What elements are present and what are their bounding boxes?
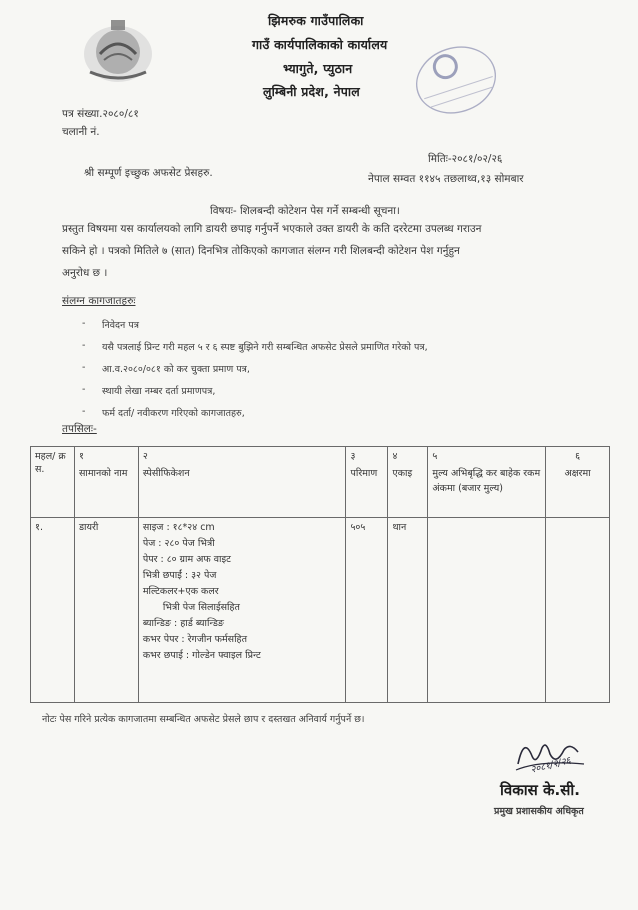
attachment-bullet: - xyxy=(82,384,86,395)
spec-line: पेपर : ८० ग्राम अफ वाइट xyxy=(142,554,231,565)
spec-line: भित्री पेज सिलाईसहित xyxy=(162,602,240,613)
note: नोटः पेस गरिने प्रत्येक कागजातमा सम्बन्धित अफसेट प्रेसले छाप र दस्तखत अनिवार्य गर्नुपर्ने छ। xyxy=(42,714,365,725)
attachments-heading: संलग्न कागजातहरुः xyxy=(62,295,136,307)
spec-line: पेज : २८० पेज भित्री xyxy=(142,538,215,549)
office-subtitle: गाउँ कार्यपालिकाको कार्यालय xyxy=(252,37,388,52)
attachment-item: निवेदन पत्र xyxy=(102,320,139,331)
office-place: भ्यागुते, प्युठान xyxy=(283,61,353,76)
attachment-item: स्थायी लेखा नम्बर दर्ता प्रमाणपत्र, xyxy=(102,386,216,397)
table-col-number: ३ xyxy=(346,447,388,465)
row-serial: १. xyxy=(31,518,75,703)
body-line-2: सकिने हो । पत्रको मितिले ७ (सात) दिनभित्र तोकिएको कागजात संलग्न गरी शिलबन्दी कोटेशन पेश गर्नुहुन xyxy=(62,245,460,257)
row-amount-words xyxy=(546,518,610,703)
letter-number: पत्र संख्या.२०८०/८१ xyxy=(62,108,139,120)
table-col-number: ४ xyxy=(388,447,428,465)
recipient: श्री सम्पूर्ण इच्छुक अफसेट प्रेसहरु. xyxy=(84,167,213,179)
table-header-row xyxy=(31,464,610,518)
office-stamp xyxy=(410,40,502,120)
table-header-cell: मुल्य अभिबृद्धि कर बाहेक रकम अंकमा (बजार मुल्य) xyxy=(428,464,546,518)
table-col-number: ६ xyxy=(546,447,610,465)
spec-line: साइज : १८*२४ cm xyxy=(142,522,215,533)
spec-line: ब्यान्डिङ : हार्ड ब्यान्डिङ xyxy=(142,618,224,629)
signatory-title: प्रमुख प्रशासकीय अधिकृत xyxy=(494,806,584,817)
date-line: मितिः-२०८१/०२/२६ xyxy=(428,153,503,165)
office-province: लुम्बिनी प्रदेश, नेपाल xyxy=(263,84,360,99)
body-line-3: अनुरोध छ । xyxy=(62,267,108,279)
table-header-cell: अक्षरमा xyxy=(546,464,610,518)
row-quantity: ५०५ xyxy=(346,518,388,703)
nepal-emblem-icon xyxy=(76,14,160,86)
spec-line: कभर छपाई : गोल्डेन फ्वाइल प्रिन्ट xyxy=(142,650,261,661)
attachment-item: फर्म दर्ता/ नवीकरण गरिएको कागजातहरु, xyxy=(102,408,245,419)
spec-line: मल्टिकलर+एक कलर xyxy=(142,586,219,597)
signature-scribble-icon xyxy=(510,730,590,780)
nepal-sambat-date: नेपाल सम्वत ११४५ तछलाथ्व,१३ सोमबार xyxy=(368,173,524,185)
row-item-name: डायरी xyxy=(74,518,138,703)
table-header-cell: स्पेसीफिकेशन xyxy=(138,464,346,518)
round-stamp-icon xyxy=(410,40,502,120)
attachment-item: आ.व.२०८०/०८१ को कर चुक्ता प्रमाण पत्र, xyxy=(102,364,250,375)
attachment-bullet: - xyxy=(82,362,86,373)
table-header-cell: एकाइ xyxy=(388,464,428,518)
signature-date: २०८१/२/२६ xyxy=(529,755,572,776)
table-header-cell: परिमाण xyxy=(346,464,388,518)
attachment-bullet: - xyxy=(82,406,86,417)
office-name: झिमरुक गाउँपालिका xyxy=(268,13,364,28)
table-col-number: २ xyxy=(138,447,346,465)
signatory-name: विकास के.सी. xyxy=(500,781,580,799)
row-unit: थान xyxy=(388,518,428,703)
quotation-table xyxy=(30,446,610,703)
spec-line: कभर पेपर : रेगजीन फर्मसहित xyxy=(142,634,248,645)
subject-line: विषयः- शिलबन्दी कोटेशन पेस गर्ने सम्बन्धी सूचना। xyxy=(210,205,400,217)
attachment-bullet: - xyxy=(82,318,86,329)
table-col-number: ५ xyxy=(428,447,546,465)
table-col-number: १ xyxy=(74,447,138,465)
body-line-1: प्रस्तुत विषयमा यस कार्यालयको लागि डायरी छपाइ गर्नुपर्ने भएकाले उक्त डायरी के कति दररेटमा उपलब्ध गराउन xyxy=(62,223,482,235)
table-header-cell: सामानको नाम xyxy=(74,464,138,518)
handwritten-signature xyxy=(510,730,590,780)
spec-line: भित्री छपाईं : ३२ पेज xyxy=(142,570,217,581)
dispatch-number: चलानी नं. xyxy=(62,126,100,138)
details-heading: तपसिलः- xyxy=(62,423,97,435)
table-row xyxy=(31,518,610,703)
row-specifications xyxy=(138,518,346,703)
table-header-cell: महल/ क्र स. xyxy=(31,447,75,518)
table-number-row xyxy=(31,447,610,465)
attachment-bullet: - xyxy=(82,340,86,351)
row-amount-figures xyxy=(428,518,546,703)
attachment-item: यसै पत्रलाई प्रिन्ट गरी महल ५ र ६ स्पष्ट बुझिने गरी सम्बन्धित अफसेट प्रेसले प्रमाणित गरेको पत्र, xyxy=(102,342,428,353)
